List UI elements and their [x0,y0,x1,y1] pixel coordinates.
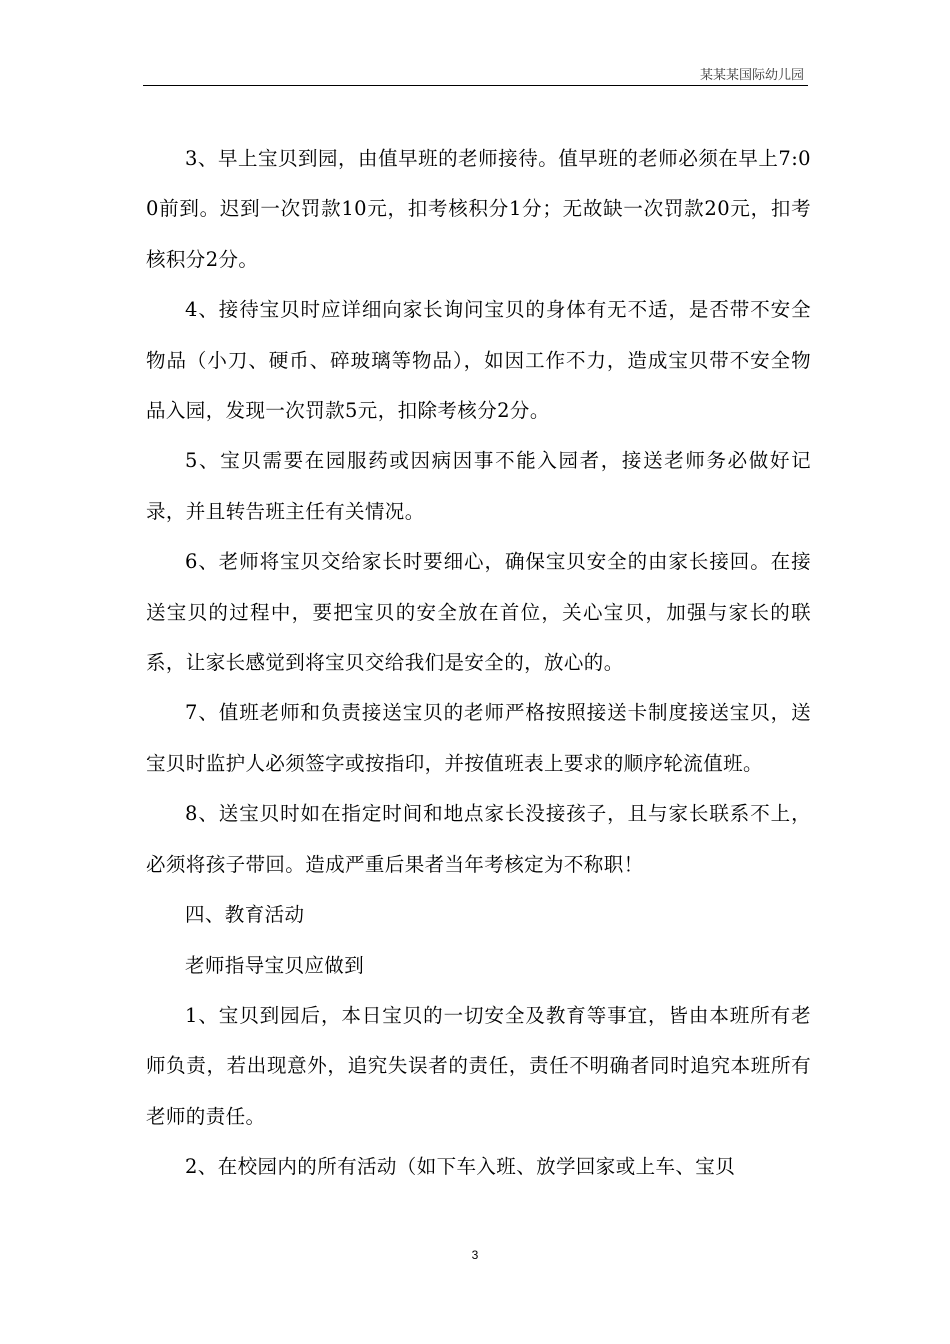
section-intro: 老师指导宝贝应做到 [185,953,365,977]
paragraph-item-7: 7、值班老师和负责接送宝贝的老师严格按照接送卡制度接送宝贝，送宝贝时监护人必须签字或按指印，并按值班表上要求的顺序轮流值班。 [146,701,811,775]
paragraph-item-3: 3、早上宝贝到园，由值早班的老师接待。值早班的老师必须在早上7:00前到。迟到一次罚款10元，扣考核积分1分；无故缺一次罚款20元，扣考核积分2分。 [146,147,811,271]
header-org-name: 某某某国际幼儿园 [699,68,804,83]
paragraph-item-8: 8、送宝贝时如在指定时间和地点家长没接孩子，且与家长联系不上，必须将孩子带回。造成严重后果者当年考核定为不称职！ [146,802,811,876]
paragraph-edu-item-2: 2、在校园内的所有活动（如下车入班、放学回家或上车、宝贝 [185,1155,736,1179]
paragraph-item-4: 4、接待宝贝时应详细向家长询问宝贝的身体有无不适，是否带不安全物品（小刀、硬币、碎玻璃等物品），如因工作不力，造成宝贝带不安全物品入园，发现一次罚款5元，扣除考核分2分。 [146,298,811,423]
header-divider [143,85,808,86]
paragraph-item-6: 6、老师将宝贝交给家长时要细心，确保宝贝安全的由家长接回。在接送宝贝的过程中，要把宝贝的安全放在首位，关心宝贝，加强与家长的联系，让家长感觉到将宝贝交给我们是安全的，放心的。 [146,550,811,675]
section-heading-education: 四、教育活动 [185,903,305,927]
paragraph-item-5: 5、宝贝需要在园服药或因病因事不能入园者，接送老师务必做好记录，并且转告班主任有关情况。 [146,449,811,523]
paragraph-edu-item-1: 1、宝贝到园后，本日宝贝的一切安全及教育等事宜，皆由本班所有老师负责，若出现意外，追究失误者的责任，责任不明确者同时追究本班所有老师的责任。 [146,1003,811,1128]
page-number: 3 [471,1248,479,1262]
document-body [146,134,811,1193]
